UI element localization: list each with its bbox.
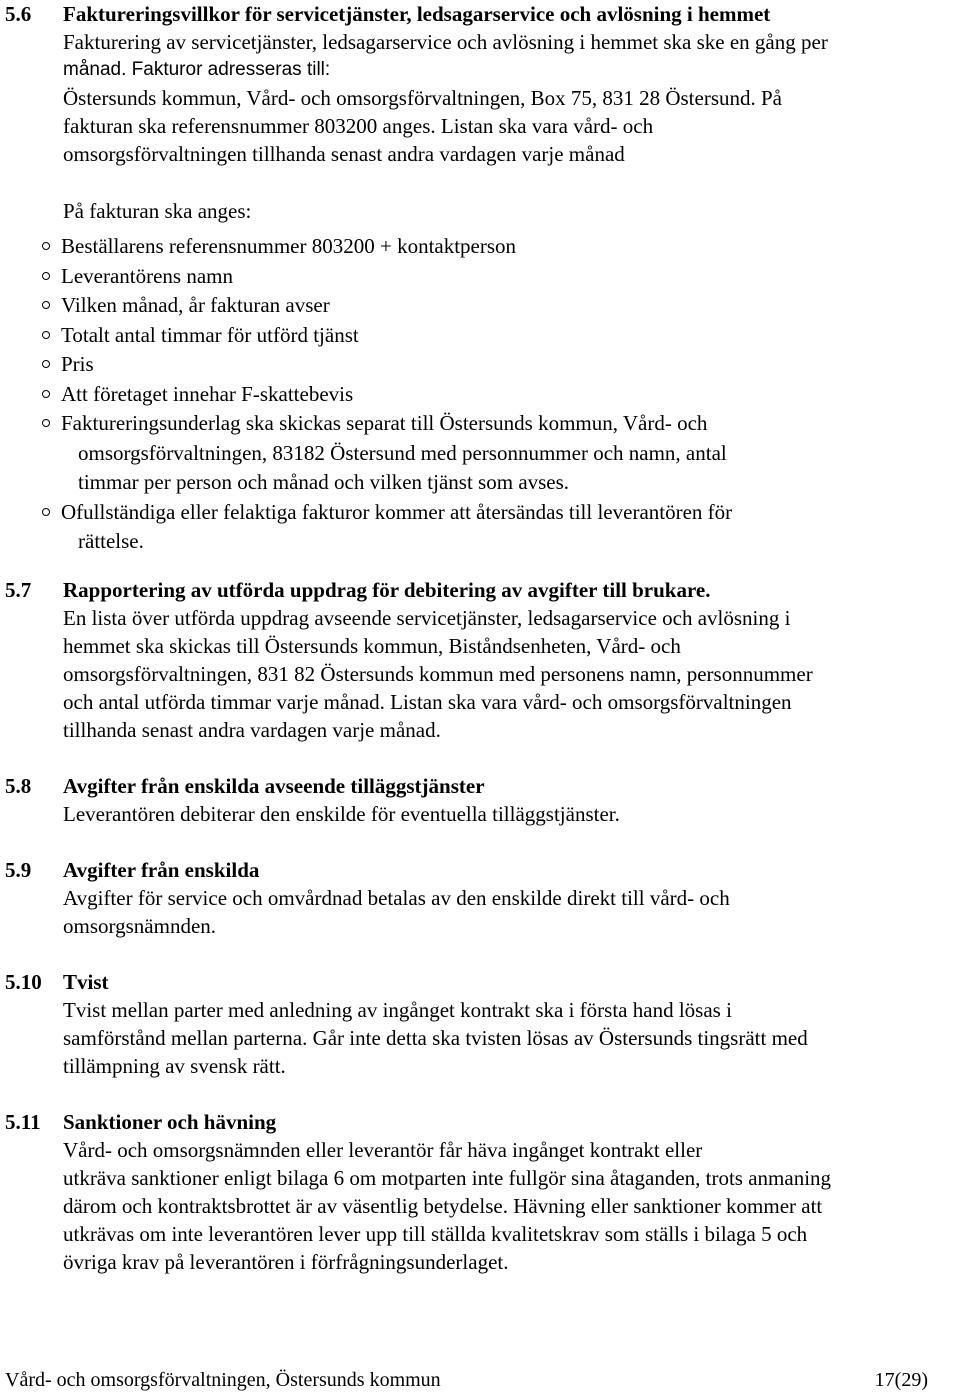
list-item — [5, 291, 960, 321]
section-heading — [5, 576, 960, 604]
paragraph-line: tillämpning av svensk rätt. — [63, 1054, 286, 1078]
list-item — [5, 498, 960, 557]
section-5-8 — [5, 772, 960, 828]
section-5-6 — [5, 0, 960, 168]
paragraph-line: En lista över utförda uppdrag avseende servicetjänster, ledsagarservice och avlösning i — [63, 606, 791, 630]
list-item — [5, 409, 960, 498]
list-item-text: Att företaget innehar F-skattebevis — [61, 381, 354, 406]
section-title: Faktureringsvillkor för servicetjänster, ledsagarservice och avlösning i hemmet — [63, 2, 771, 26]
list-item-text: Beställarens referensnummer 803200 + kontaktperson — [61, 234, 517, 258]
section-5-11 — [5, 1108, 960, 1276]
section-number: 5.11 — [5, 1110, 41, 1134]
paragraph-line: omsorgsnämnden. — [63, 914, 217, 938]
list-item-text: Vilken månad, år fakturan avser — [61, 293, 330, 317]
bullet-list — [5, 232, 960, 557]
paragraph-line: Avgifter för service och omvårdnad betalas av den enskilde direkt till vård- och — [63, 886, 730, 910]
list-item-text: Pris — [61, 352, 94, 376]
list-item-text: Leverantörens namn — [61, 263, 234, 288]
bullet-icon — [42, 301, 50, 309]
section-5-10 — [5, 968, 960, 1080]
section-heading — [5, 772, 960, 800]
section-heading — [5, 856, 960, 884]
paragraph-line: Östersunds kommun, Vård- och omsorgsförvaltningen, Box 75, 831 28 Östersund. På — [63, 86, 783, 110]
paragraph-line: omsorgsförvaltningen tillhanda senast andra vardagen varje månad — [63, 142, 625, 166]
paragraph-line: tillhanda senast andra vardagen varje månad. — [63, 718, 441, 742]
paragraph-line: fakturan ska referensnummer 803200 anges. Listan ska vara vård- och — [63, 114, 654, 138]
section-heading — [5, 1108, 960, 1136]
paragraph-line: hemmet ska skickas till Östersunds kommun, Biståndsenheten, Vård- och — [63, 634, 681, 658]
paragraph-line: månad. Fakturor adresseras till: — [63, 59, 331, 80]
paragraph-line: omsorgsförvaltningen, 831 82 Östersunds kommun med personens namn, personnummer — [63, 662, 813, 686]
section-title: Avgifter från enskilda — [63, 858, 260, 882]
invoice-requirements — [5, 197, 960, 557]
list-item — [5, 262, 960, 292]
bullet-icon — [42, 331, 50, 339]
bullet-icon — [42, 242, 50, 250]
section-body — [5, 884, 960, 940]
list-item — [5, 232, 960, 262]
section-number: 5.6 — [5, 2, 32, 26]
section-number: 5.10 — [5, 970, 42, 994]
section-number: 5.7 — [5, 578, 32, 602]
list-item-text: timmar per person och månad och vilken tjänst som avses. — [78, 470, 570, 494]
bullet-icon — [42, 508, 50, 516]
list-item-text: omsorgsförvaltningen, 83182 Östersund med personnummer och namn, antal — [78, 440, 727, 465]
section-body — [5, 996, 960, 1080]
bullet-icon — [42, 360, 50, 368]
paragraph-line: Leverantören debiterar den enskilde för eventuella tilläggstjänster. — [63, 802, 620, 826]
section-title: Sanktioner och hävning — [63, 1110, 277, 1134]
section-number: 5.8 — [5, 774, 32, 798]
paragraph-line: övriga krav på leverantören i förfrågningsunderlaget. — [63, 1250, 509, 1274]
bullet-icon — [42, 272, 50, 280]
list-item — [5, 350, 960, 380]
list-item — [5, 321, 960, 351]
section-body — [5, 604, 960, 744]
paragraph-line: utkräva sanktioner enligt bilaga 6 om motparten inte fullgör sina åtaganden, trots anmaning — [63, 1166, 832, 1190]
list-item-text: Ofullständiga eller felaktiga fakturor kommer att återsändas till leverantören för — [61, 499, 733, 524]
paragraph-line: därom och kontraktsbrottet är av väsentlig betydelse. Hävning eller sanktioner kommer att — [63, 1194, 823, 1218]
bullet-icon — [42, 419, 50, 427]
section-body — [5, 1136, 960, 1276]
paragraph-line: Tvist mellan parter med anledning av ingånget kontrakt ska i första hand lösas i — [63, 998, 732, 1022]
paragraph-line: utkrävas om inte leverantören lever upp till ställda kvalitetskrav som ställs i bilaga 5 och — [63, 1222, 808, 1246]
page-number: 17(29) — [874, 1369, 928, 1391]
paragraph-line — [63, 112, 960, 140]
list-intro: På fakturan ska anges: — [63, 199, 252, 223]
list-item-text: rättelse. — [78, 529, 144, 553]
paragraph-line: samförstånd mellan parterna. Går inte detta ska tvisten lösas av Östersunds tingsrätt med — [63, 1026, 808, 1050]
section-title: Tvist — [63, 970, 109, 994]
footer-organization: Vård- och omsorgsförvaltningen, Östersunds kommun — [5, 1369, 441, 1391]
paragraph-line: Fakturering av servicetjänster, ledsagarservice och avlösning i hemmet ska ske en gång per — [63, 30, 828, 54]
section-heading — [5, 0, 960, 28]
bullet-icon — [42, 390, 50, 398]
list-item-text: Faktureringsunderlag ska skickas separat till Östersunds kommun, Vård- och — [61, 411, 708, 435]
paragraph-line: och antal utförda timmar varje månad. Listan ska vara vård- och omsorgsförvaltningen — [63, 690, 792, 714]
paragraph-line: Vård- och omsorgsnämnden eller leverantör får häva ingånget kontrakt eller — [63, 1138, 703, 1162]
section-body — [5, 28, 960, 168]
section-number: 5.9 — [5, 858, 32, 882]
list-item-text: Totalt antal timmar för utförd tjänst — [61, 322, 359, 347]
section-title: Rapportering av utförda uppdrag för debitering av avgifter till brukare. — [63, 578, 711, 602]
list-item — [5, 380, 960, 410]
section-5-7 — [5, 576, 960, 744]
section-title: Avgifter från enskilda avseende tilläggstjänster — [63, 774, 485, 798]
section-heading — [5, 968, 960, 996]
section-5-9 — [5, 856, 960, 940]
section-body — [5, 800, 960, 828]
